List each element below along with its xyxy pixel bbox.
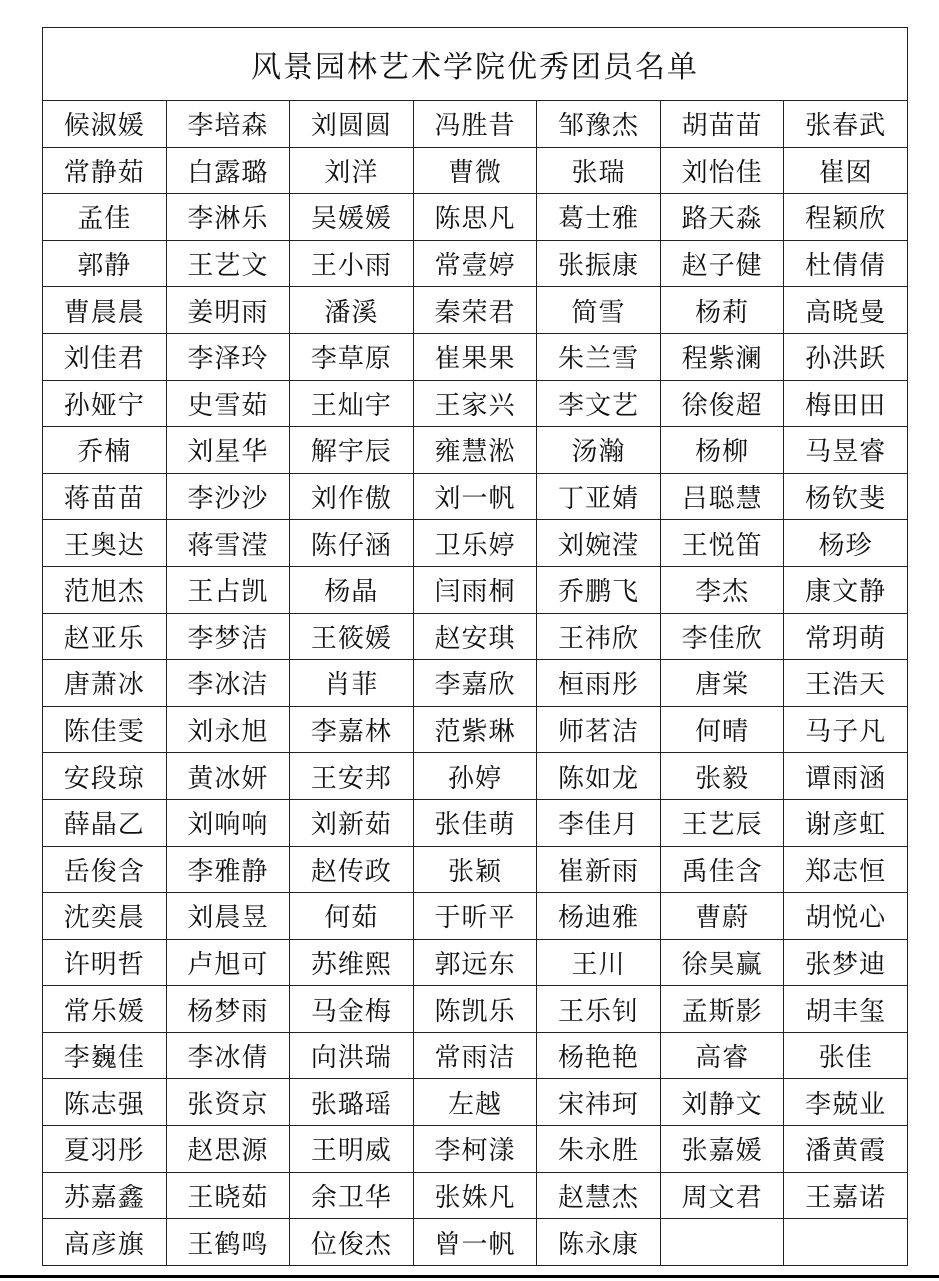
name-cell: 李柯漾 (413, 1126, 537, 1173)
name-cell: 张毅 (660, 753, 784, 800)
name-cell: 解宇辰 (290, 427, 414, 474)
table-row (43, 380, 908, 427)
name-cell: 张资京 (166, 1079, 290, 1126)
name-cell: 高彦旗 (43, 1219, 167, 1266)
name-cell: 何晴 (660, 706, 784, 753)
name-cell: 李草原 (290, 333, 414, 380)
name-cell: 张梦迪 (784, 939, 908, 986)
table-row (43, 893, 908, 940)
name-cell: 陈思凡 (413, 194, 537, 241)
name-cell: 黄冰妍 (166, 753, 290, 800)
name-cell: 安段琼 (43, 753, 167, 800)
name-cell: 蒋雪滢 (166, 520, 290, 567)
name-cell: 王祎欣 (537, 613, 661, 660)
name-cell: 李巍佳 (43, 1032, 167, 1079)
title-row (43, 28, 908, 101)
table-row (43, 1079, 908, 1126)
table-row (43, 753, 908, 800)
table-row (43, 1032, 908, 1079)
name-cell: 高晓曼 (784, 287, 908, 334)
name-cell: 乔鹏飞 (537, 566, 661, 613)
name-cell: 乔楠 (43, 427, 167, 474)
name-cell: 陈凯乐 (413, 986, 537, 1033)
name-cell: 康文静 (784, 566, 908, 613)
name-cell: 张嘉媛 (660, 1126, 784, 1173)
table-row (43, 520, 908, 567)
name-cell: 闫雨桐 (413, 566, 537, 613)
name-cell: 王安邦 (290, 753, 414, 800)
name-cell: 张颖 (413, 846, 537, 893)
name-cell: 崔囡 (784, 147, 908, 194)
name-cell: 王筱媛 (290, 613, 414, 660)
name-cell: 赵安琪 (413, 613, 537, 660)
table-row (43, 333, 908, 380)
name-cell: 王鹤鸣 (166, 1219, 290, 1266)
name-cell: 孟斯影 (660, 986, 784, 1033)
name-cell: 张春武 (784, 101, 908, 148)
name-cell: 李佳月 (537, 799, 661, 846)
table-row (43, 473, 908, 520)
name-cell: 秦荣君 (413, 287, 537, 334)
name-cell: 陈志强 (43, 1079, 167, 1126)
name-cell: 杨迪雅 (537, 893, 661, 940)
name-cell: 杨晶 (290, 566, 414, 613)
name-cell: 刘响响 (166, 799, 290, 846)
name-cell: 刘晨昱 (166, 893, 290, 940)
name-cell: 范紫琳 (413, 706, 537, 753)
name-cell: 王灿宇 (290, 380, 414, 427)
name-cell: 常玥萌 (784, 613, 908, 660)
name-cell: 程紫澜 (660, 333, 784, 380)
name-cell: 唐棠 (660, 660, 784, 707)
name-cell: 孙婷 (413, 753, 537, 800)
name-cell: 胡苗苗 (660, 101, 784, 148)
name-cell: 卢旭可 (166, 939, 290, 986)
name-cell: 王晓茹 (166, 1172, 290, 1219)
name-cell: 刘圆圆 (290, 101, 414, 148)
name-cell: 杜倩倩 (784, 240, 908, 287)
name-cell: 王家兴 (413, 380, 537, 427)
name-cell: 胡悦心 (784, 893, 908, 940)
name-cell: 陈如龙 (537, 753, 661, 800)
name-cell: 赵亚乐 (43, 613, 167, 660)
name-cell: 常静茹 (43, 147, 167, 194)
name-cell: 李杰 (660, 566, 784, 613)
name-cell: 梅田田 (784, 380, 908, 427)
name-cell: 候淑媛 (43, 101, 167, 148)
name-cell: 薛晶乙 (43, 799, 167, 846)
name-cell: 李冰倩 (166, 1032, 290, 1079)
name-cell: 李佳欣 (660, 613, 784, 660)
table-row (43, 939, 908, 986)
name-cell: 王占凯 (166, 566, 290, 613)
table-row (43, 986, 908, 1033)
name-cell: 王乐钊 (537, 986, 661, 1033)
name-cell: 刘永旭 (166, 706, 290, 753)
name-cell: 刘静文 (660, 1079, 784, 1126)
name-cell: 王悦笛 (660, 520, 784, 567)
name-cell: 王小雨 (290, 240, 414, 287)
table-row (43, 660, 908, 707)
name-cell: 王艺辰 (660, 799, 784, 846)
name-cell: 曾一帆 (413, 1219, 537, 1266)
table-row (43, 101, 908, 148)
name-cell: 胡丰玺 (784, 986, 908, 1033)
table-row (43, 287, 908, 334)
name-cell: 崔新雨 (537, 846, 661, 893)
table-row (43, 147, 908, 194)
name-cell: 许明哲 (43, 939, 167, 986)
table-row (43, 566, 908, 613)
bottom-rule (0, 1275, 939, 1278)
name-cell: 郭静 (43, 240, 167, 287)
name-cell: 刘新茹 (290, 799, 414, 846)
name-cell: 刘怡佳 (660, 147, 784, 194)
name-cell: 汤瀚 (537, 427, 661, 474)
roster-body (43, 101, 908, 1266)
name-cell: 王嘉诺 (784, 1172, 908, 1219)
name-cell: 赵思源 (166, 1126, 290, 1173)
roster-sheet (42, 27, 908, 1266)
name-cell: 苏维熙 (290, 939, 414, 986)
name-cell: 李梦洁 (166, 613, 290, 660)
name-cell: 杨柳 (660, 427, 784, 474)
name-cell: 陈仔涵 (290, 520, 414, 567)
name-cell: 桓雨彤 (537, 660, 661, 707)
table-row (43, 706, 908, 753)
name-cell: 夏羽彤 (43, 1126, 167, 1173)
name-cell: 李文艺 (537, 380, 661, 427)
name-cell: 邹豫杰 (537, 101, 661, 148)
table-row (43, 1219, 908, 1266)
table-row (43, 613, 908, 660)
name-cell: 孙娅宁 (43, 380, 167, 427)
empty-cell (660, 1219, 784, 1266)
table-row (43, 846, 908, 893)
name-cell: 潘溪 (290, 287, 414, 334)
name-cell: 卫乐婷 (413, 520, 537, 567)
name-cell: 杨珍 (784, 520, 908, 567)
name-cell: 陈永康 (537, 1219, 661, 1266)
table-row (43, 1126, 908, 1173)
name-cell: 师茗洁 (537, 706, 661, 753)
name-cell: 李雅静 (166, 846, 290, 893)
name-cell: 何茹 (290, 893, 414, 940)
name-cell: 赵传政 (290, 846, 414, 893)
name-cell: 李嘉欣 (413, 660, 537, 707)
name-cell: 王川 (537, 939, 661, 986)
name-cell: 吕聪慧 (660, 473, 784, 520)
name-cell: 谭雨涵 (784, 753, 908, 800)
name-cell: 位俊杰 (290, 1219, 414, 1266)
name-cell: 丁亚婧 (537, 473, 661, 520)
name-cell: 孟佳 (43, 194, 167, 241)
name-cell: 刘星华 (166, 427, 290, 474)
name-cell: 李淋乐 (166, 194, 290, 241)
name-cell: 赵慧杰 (537, 1172, 661, 1219)
name-cell: 禹佳含 (660, 846, 784, 893)
name-cell: 王奥达 (43, 520, 167, 567)
name-cell: 刘婉滢 (537, 520, 661, 567)
name-cell: 刘洋 (290, 147, 414, 194)
name-cell: 潘黄霞 (784, 1126, 908, 1173)
name-cell: 唐萧冰 (43, 660, 167, 707)
document-title: 风景园林艺术学院优秀团员名单 (43, 28, 908, 101)
name-cell: 左越 (413, 1079, 537, 1126)
name-cell: 刘一帆 (413, 473, 537, 520)
name-cell: 张振康 (537, 240, 661, 287)
name-cell: 朱永胜 (537, 1126, 661, 1173)
empty-cell (784, 1219, 908, 1266)
name-cell: 曹微 (413, 147, 537, 194)
name-cell: 王艺文 (166, 240, 290, 287)
name-cell: 曹晨晨 (43, 287, 167, 334)
name-cell: 岳俊含 (43, 846, 167, 893)
name-cell: 向洪瑞 (290, 1032, 414, 1079)
name-cell: 常壹婷 (413, 240, 537, 287)
name-cell: 马子凡 (784, 706, 908, 753)
name-cell: 李冰洁 (166, 660, 290, 707)
name-cell: 李沙沙 (166, 473, 290, 520)
name-cell: 高睿 (660, 1032, 784, 1079)
name-cell: 崔果果 (413, 333, 537, 380)
name-cell: 蒋苗苗 (43, 473, 167, 520)
name-cell: 张瑞 (537, 147, 661, 194)
name-cell: 李兢业 (784, 1079, 908, 1126)
name-cell: 张佳 (784, 1032, 908, 1079)
name-cell: 徐俊超 (660, 380, 784, 427)
name-cell: 史雪茹 (166, 380, 290, 427)
name-cell: 马金梅 (290, 986, 414, 1033)
name-cell: 白露璐 (166, 147, 290, 194)
name-cell: 苏嘉鑫 (43, 1172, 167, 1219)
name-cell: 杨艳艳 (537, 1032, 661, 1079)
name-cell: 徐昊赢 (660, 939, 784, 986)
name-cell: 孙洪跃 (784, 333, 908, 380)
name-cell: 杨梦雨 (166, 986, 290, 1033)
name-cell: 范旭杰 (43, 566, 167, 613)
name-cell: 李培森 (166, 101, 290, 148)
name-cell: 刘佳君 (43, 333, 167, 380)
name-cell: 郑志恒 (784, 846, 908, 893)
name-cell: 宋祎珂 (537, 1079, 661, 1126)
name-cell: 雍慧淞 (413, 427, 537, 474)
name-cell: 余卫华 (290, 1172, 414, 1219)
name-cell: 陈佳雯 (43, 706, 167, 753)
name-cell: 刘作傲 (290, 473, 414, 520)
table-row (43, 799, 908, 846)
name-cell: 杨莉 (660, 287, 784, 334)
name-cell: 马昱睿 (784, 427, 908, 474)
name-cell: 周文君 (660, 1172, 784, 1219)
name-cell: 李嘉林 (290, 706, 414, 753)
table-row (43, 427, 908, 474)
name-cell: 程颖欣 (784, 194, 908, 241)
name-cell: 张璐瑶 (290, 1079, 414, 1126)
name-cell: 张佳萌 (413, 799, 537, 846)
name-cell: 李泽玲 (166, 333, 290, 380)
name-cell: 曹蔚 (660, 893, 784, 940)
name-cell: 葛士雅 (537, 194, 661, 241)
name-cell: 吴媛媛 (290, 194, 414, 241)
name-cell: 冯胜昔 (413, 101, 537, 148)
name-cell: 杨钦斐 (784, 473, 908, 520)
name-cell: 朱兰雪 (537, 333, 661, 380)
name-cell: 简雪 (537, 287, 661, 334)
name-cell: 谢彦虹 (784, 799, 908, 846)
name-cell: 于昕平 (413, 893, 537, 940)
name-cell: 姜明雨 (166, 287, 290, 334)
name-cell: 路天淼 (660, 194, 784, 241)
name-cell: 王浩天 (784, 660, 908, 707)
name-cell: 常雨洁 (413, 1032, 537, 1079)
table-row (43, 194, 908, 241)
name-cell: 张姝凡 (413, 1172, 537, 1219)
table-row (43, 1172, 908, 1219)
name-cell: 王明威 (290, 1126, 414, 1173)
table-row (43, 240, 908, 287)
name-cell: 肖菲 (290, 660, 414, 707)
name-cell: 沈奕晨 (43, 893, 167, 940)
name-cell: 赵子健 (660, 240, 784, 287)
name-cell: 常乐媛 (43, 986, 167, 1033)
roster-table (42, 27, 908, 1266)
name-cell: 郭远东 (413, 939, 537, 986)
